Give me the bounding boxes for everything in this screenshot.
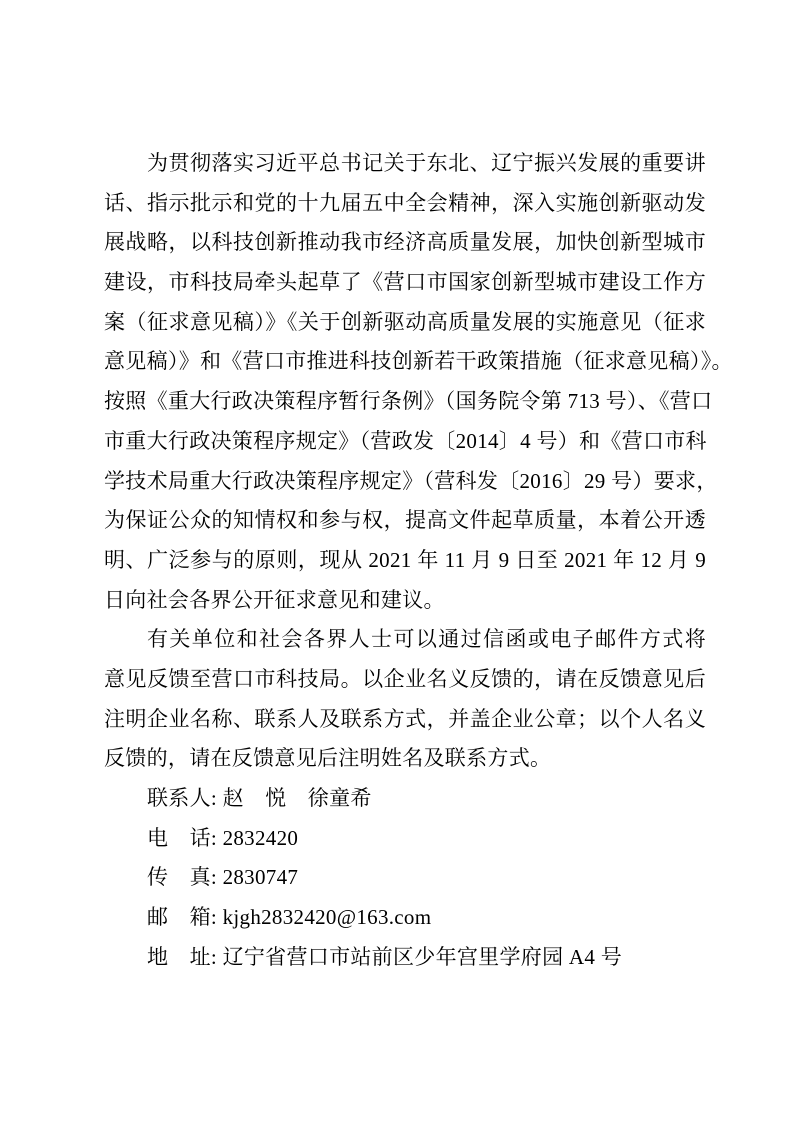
paragraph-line: 为贯彻落实习近平总书记关于东北、辽宁振兴发展的重要讲	[147, 151, 706, 175]
paragraph-line: 按照《重大行政决策程序暂行条例》（国务院令第 713 号）、《营口	[104, 389, 713, 414]
contact-person-line: 联系人: 赵 悦 徐童希	[147, 786, 372, 810]
paragraph-line: 注明企业名称、联系人及联系方式，并盖企业公章；以个人名义	[104, 706, 706, 731]
paragraph-line: 话、指示批示和党的十九届五中全会精神，深入实施创新驱动发	[104, 190, 706, 215]
paragraph-line: 有关单位和社会各界人士可以通过信函或电子邮件方式将	[147, 627, 706, 652]
paragraph-line: 建设，市科技局牵头起草了《营口市国家创新型城市建设工作方	[104, 270, 706, 295]
paragraph-line: 展战略，以科技创新推动我市经济高质量发展，加快创新型城市	[104, 230, 706, 255]
document-body	[104, 144, 733, 977]
paragraph-1	[104, 144, 733, 620]
paragraph-line: 明、广泛参与的原则，现从 2021 年 11 月 9 日至 2021 年 12 月 9	[104, 547, 706, 572]
email-line: 邮 箱: kjgh2832420@163.com	[147, 905, 432, 930]
fax-line: 传 真: 2830747	[147, 865, 299, 890]
paragraph-line: 市重大行政决策程序规定》（营政发〔2014〕4 号）和《营口市科	[104, 428, 707, 453]
paragraph-line: 为保证公众的知情权和参与权，提高文件起草质量，本着公开透	[104, 508, 706, 533]
paragraph-line: 学技术局重大行政决策程序规定》（营科发〔2016〕29 号）要求，	[104, 468, 718, 493]
paragraph-line: 日向社会各界公开征求意见和建议。	[104, 587, 445, 612]
address-line: 地 址: 辽宁省营口市站前区少年宫里学府园 A4 号	[147, 944, 623, 969]
paragraph-line: 意见稿）》和《营口市推进科技创新若干政策措施（征求意见稿）》。	[104, 349, 733, 374]
paragraph-line: 意见反馈至营口市科技局。以企业名义反馈的，请在反馈意见后	[104, 666, 706, 691]
phone-line: 电 话: 2832420	[147, 825, 299, 850]
paragraph-line: 案（征求意见稿）》《关于创新驱动高质量发展的实施意见（征求	[104, 309, 706, 334]
paragraph-line: 反馈的，请在反馈意见后注明姓名及联系方式。	[104, 746, 552, 771]
paragraph-2	[104, 620, 706, 779]
contact-block	[104, 779, 706, 977]
